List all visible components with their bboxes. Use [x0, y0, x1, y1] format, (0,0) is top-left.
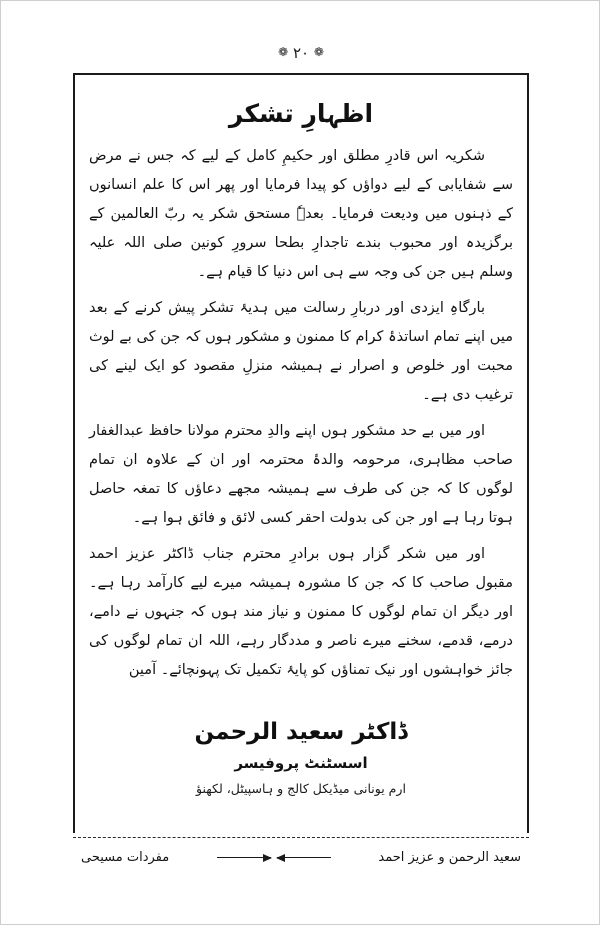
signature-affiliation: ارم یونانی میڈیکل کالج و ہاسپیٹل، لکھنؤ: [196, 780, 406, 796]
signature-name: ڈاکٹر سعید الرحمن: [194, 719, 408, 745]
footer-right-text: سعید الرحمن و عزیز احمد: [378, 850, 521, 865]
paragraph: اور میں بے حد مشکور ہوں اپنے والدِ محترم مولانا حافظ عبدالغفار صاحب مظاہری، مرحومہ والدۂ محترمہ اور ان کے علاوہ ان تمام لوگوں کا کہ جن کی طرف سے ہمیشہ مجھے دعاؤں کا تمغہ حاصل ہوتا رہا ہے اور جن کی بدولت احقر کسی لائق و فائق ہوا ہے۔: [89, 423, 513, 526]
paragraph: شکریہ اس قادرِ مطلق اور حکیمِ کامل کے لیے کہ جس نے مرض سے شفایابی کے لیے دواؤں کو پیدا فرمایا اور پھر اس کا علم انسانوں کے ذہنوں میں ودیعت فرمایا۔ بعدہٗ مستحق شکر یہ ربّ العالمین کے برگزیدہ اور محبوب بندے تاجدارِ بطحا سرورِ کونین صلی اللہ علیہ وسلم ہیں جن کی وجہ سے ہی اس دنیا کا قیام ہے۔: [89, 148, 513, 280]
footer-divider: [73, 837, 529, 838]
paragraph: اور میں شکر گزار ہوں برادرِ محترم جناب ڈاکٹر عزیز احمد مقبول صاحب کا کہ جن کا مشورہ ہمیشہ میرے لیے کارآمد رہا ہے۔ اور دیگر ان تمام لوگوں کا ممنون و نیاز مند ہوں کہ جنہوں نے دامے، درمے، قدمے، سخنے میرے ناصر و مددگار رہے، اللہ ان تمام لوگوں کی جائز خواہشوں اور نیک تمناؤں کو پایۂ تکمیل تک پہونچائے۔ آمین: [89, 546, 513, 678]
page-number-label: ۲۰: [292, 44, 310, 62]
signature-block: [89, 715, 513, 800]
ornament-left-icon: ❁: [313, 45, 324, 59]
arrow-left-icon: [277, 857, 331, 858]
footer-left-text: مفردات مسیحی: [81, 850, 170, 865]
page-title: اظہارِ تشکر: [228, 99, 374, 128]
signature-role: اسسٹنٹ پروفیسر: [234, 753, 368, 772]
page-number-bar: [1, 43, 600, 62]
page-footer: [73, 837, 529, 865]
page-number: [278, 44, 324, 62]
document-body: [73, 73, 529, 833]
footer-row: [73, 850, 529, 865]
paragraph: بارگاہِ ایزدی اور دربارِ رسالت میں ہدیۂ تشکر پیش کرنے کے بعد میں اپنے تمام اساتذۂ کرام کا ممنون و مشکور ہوں کہ جن کی بے لوث محبت اور خلوص و اصرار نے ہمیشہ منزلِ مقصود کو ایک لینے کی ترغیب دی ہے۔: [89, 300, 513, 403]
ornament-right-icon: ❁: [278, 45, 289, 59]
arrow-right-icon: [217, 857, 271, 858]
footer-arrow-ornament: [169, 857, 378, 858]
